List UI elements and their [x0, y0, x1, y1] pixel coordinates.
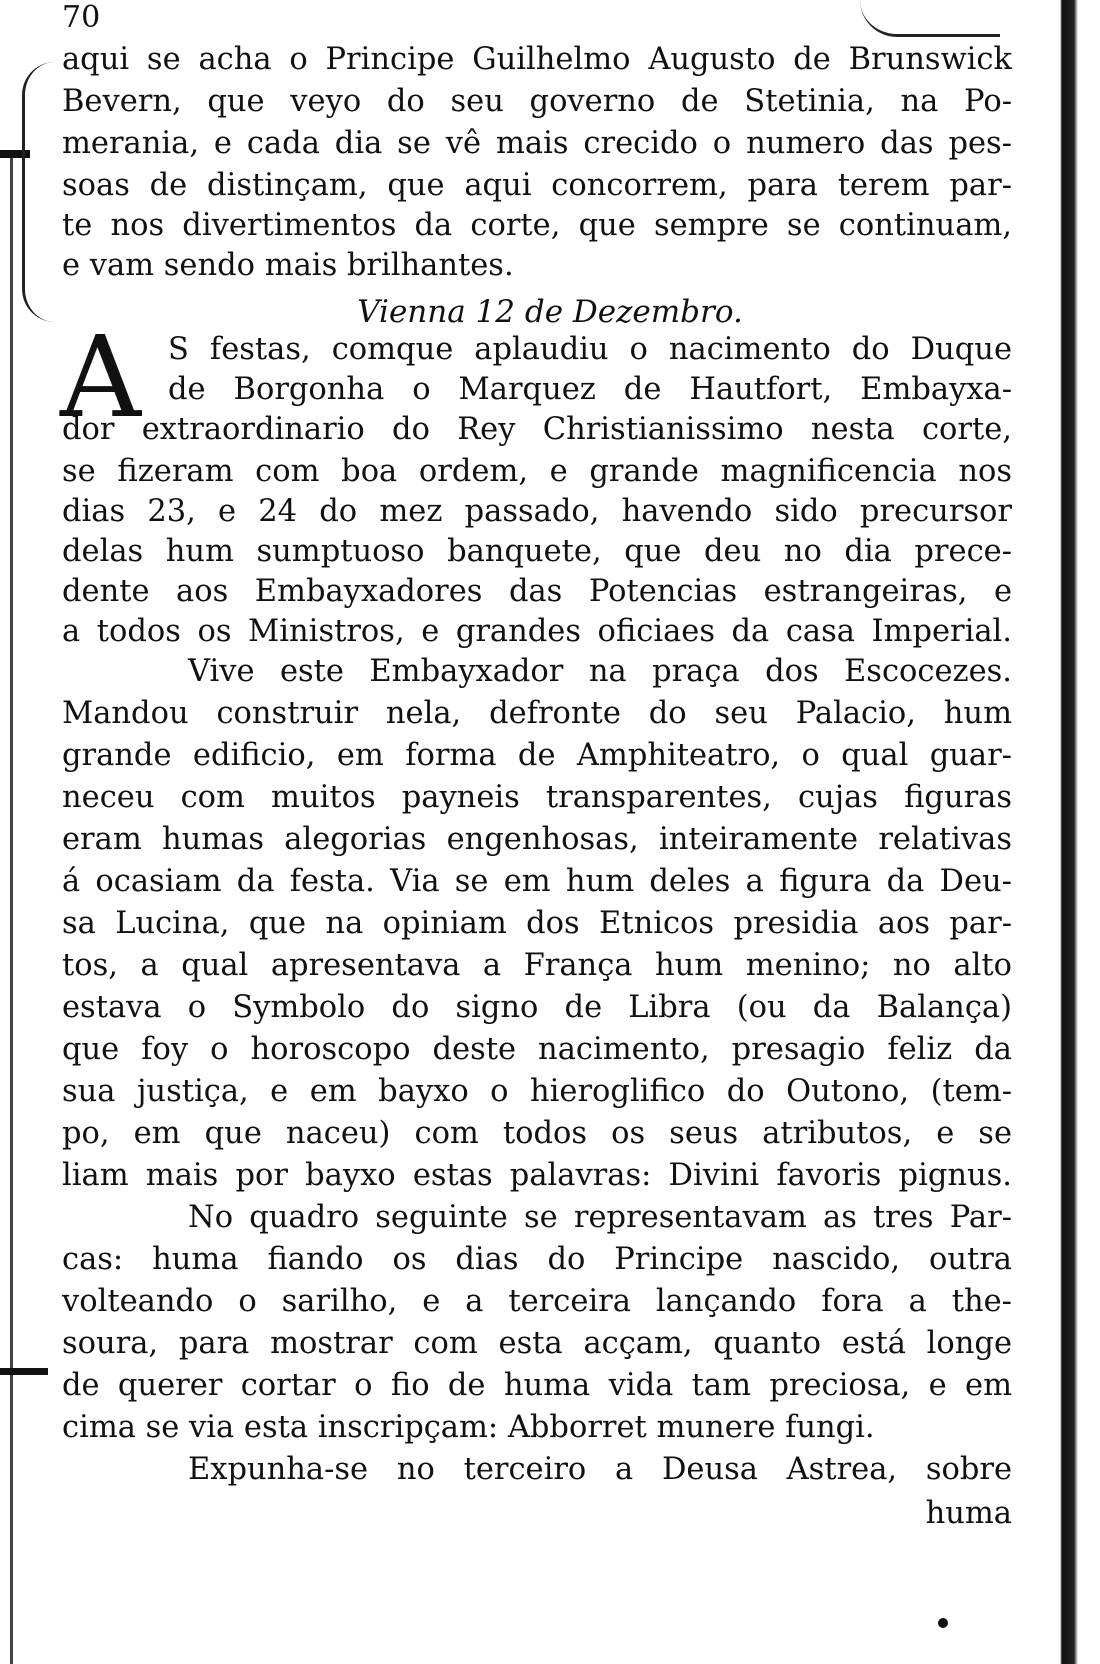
- text-line: No quadro seguinte se representavam as tres Par-: [188, 1200, 1012, 1235]
- text-line: grande edificio, em forma de Amphiteatro, o qual guar-: [62, 738, 1012, 773]
- text-line: soas de distinçam, que aqui concorrem, para terem par-: [62, 168, 1012, 203]
- text-line: liam mais por bayxo estas palavras: Divini favoris pignus.: [62, 1158, 1012, 1193]
- margin-bracket: [22, 62, 55, 322]
- text-line: aqui se acha o Principe Guilhelmo Augusto de Brunswick: [62, 42, 1012, 77]
- text-line: se fizeram com boa ordem, e grande magnificencia nos: [62, 454, 1012, 489]
- text-line: te nos divertimentos da corte, que sempre se continuam,: [62, 208, 1012, 243]
- text-line: eram humas alegorias engenhosas, inteiramente relativas: [62, 822, 1012, 857]
- text-line: sa Lucina, que na opiniam dos Etnicos presidia aos par-: [62, 906, 1012, 941]
- scan-edge-right: [1052, 0, 1100, 1664]
- text-line: Vive este Embayxador na praça dos Escocezes.: [188, 654, 1012, 689]
- ink-dot: [938, 1618, 948, 1628]
- text-line: Mandou construir nela, defronte do seu Palacio, hum: [62, 696, 1012, 731]
- corner-flourish: [860, 0, 1000, 37]
- text-line: Bevern, que veyo do seu governo de Stetinia, na Po-: [62, 84, 1012, 119]
- text-line: de Borgonha o Marquez de Hautfort, Embayxa-: [168, 372, 1012, 407]
- text-line: sua justiça, e em bayxo o hieroglifico do Outono, (tem-: [62, 1074, 1012, 1109]
- text-line: e vam sendo mais brilhantes.: [62, 248, 514, 283]
- text-line: Expunha-se no terceiro a Deusa Astrea, sobre: [188, 1452, 1012, 1487]
- scan-edge-left: [10, 150, 13, 1664]
- text-line: dias 23, e 24 do mez passado, havendo sido precursor: [62, 494, 1012, 529]
- page-number: 70: [62, 0, 101, 35]
- dateline: Vienna 12 de Dezembro.: [357, 294, 743, 330]
- text-line: S festas, comque aplaudiu o nacimento do Duque: [168, 332, 1012, 367]
- catchword: huma: [925, 1496, 1012, 1531]
- text-line: que foy o horoscopo deste nacimento, presagio feliz da: [62, 1032, 1012, 1067]
- text-line: estava o Symbolo do signo de Libra (ou da Balança): [62, 990, 1012, 1025]
- text-line: delas hum sumptuoso banquete, que deu no dia prece-: [62, 534, 1012, 569]
- text-line: de querer cortar o fio de huma vida tam preciosa, e em: [62, 1368, 1012, 1403]
- text-line: volteando o sarilho, e a terceira lançando fora a the-: [62, 1284, 1012, 1319]
- text-line: tos, a qual apresentava a França hum menino; no alto: [62, 948, 1012, 983]
- text-line: po, em que naceu) com todos os seus atributos, e se: [62, 1116, 1012, 1151]
- text-line: cas: huma fiando os dias do Principe nascido, outra: [62, 1242, 1012, 1277]
- text-line: neceu com muitos payneis transparentes, cujas figuras: [62, 780, 1012, 815]
- text-line: cima se via esta inscripçam: Abborret munere fungi.: [62, 1410, 875, 1445]
- text-line: á ocasiam da festa. Via se em hum deles a figura da Deu-: [62, 864, 1012, 899]
- text-line: soura, para mostrar com esta acçam, quanto está longe: [62, 1326, 1012, 1361]
- scan-mark-left-bottom: [0, 1368, 48, 1375]
- text-line: dor extraordinario do Rey Christianissimo nesta corte,: [62, 412, 1012, 447]
- text-line: dente aos Embayxadores das Potencias estrangeiras, e: [62, 574, 1012, 609]
- text-line: merania, e cada dia se vê mais crecido o numero das pes-: [62, 126, 1012, 161]
- drop-cap: A: [60, 313, 141, 443]
- text-line: a todos os Ministros, e grandes oficiaes da casa Imperial.: [62, 614, 1012, 649]
